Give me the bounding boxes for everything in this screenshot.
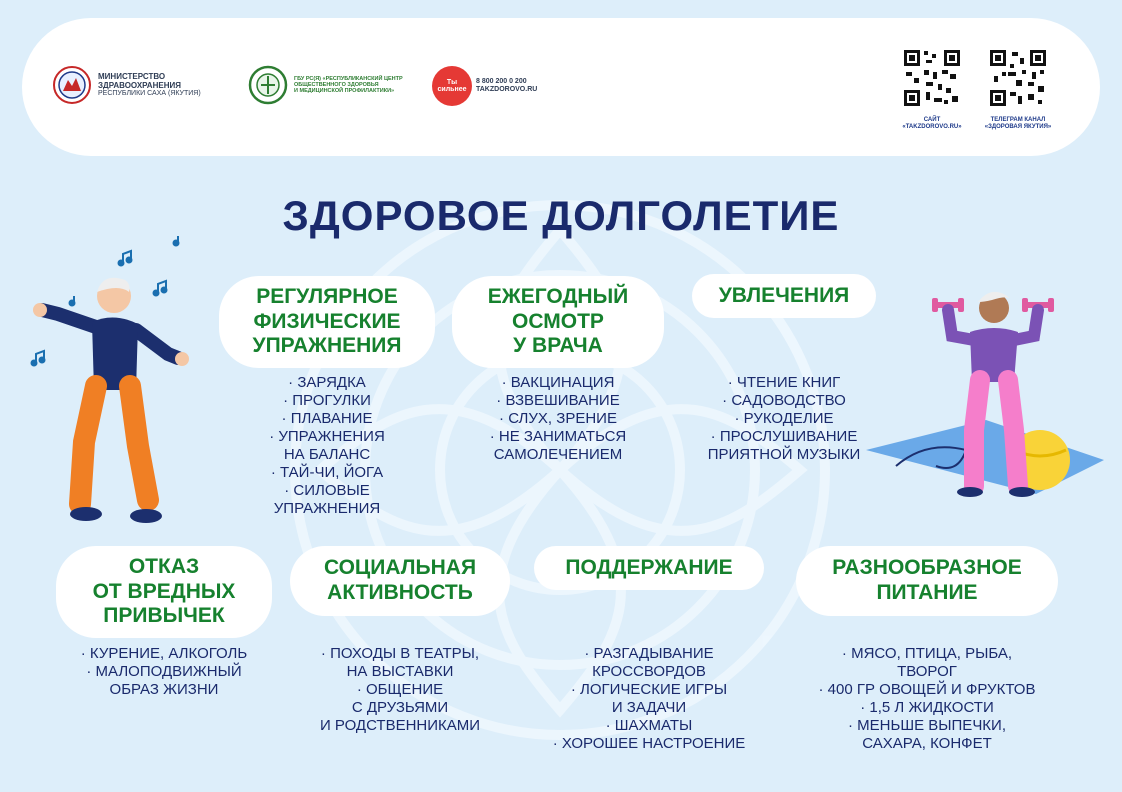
topic-checkup-title-1: ЕЖЕГОДНЫЙ: [487, 284, 629, 308]
qr-site-caption-1: САЙТ: [923, 117, 941, 123]
exercising-woman-illustration: [856, 280, 1106, 500]
takzdorovo-phone: 8 800 200 0 200: [476, 77, 527, 85]
list-item: САХАРА, КОНФЕТ: [862, 735, 992, 752]
topic-maintenance-items: [534, 645, 764, 753]
qr-telegram-block: [978, 48, 1058, 130]
list-item: И РОДСТВЕННИКАМИ: [319, 717, 481, 734]
list-item: · ПЛАВАНИЕ: [281, 410, 373, 427]
topic-bad-habits-title-1: ОТКАЗ: [128, 554, 200, 578]
topic-hobbies-title-1: УВЛЕЧЕНИЯ: [718, 283, 850, 307]
header-bar: [22, 18, 1100, 156]
topic-exercise-title-1: РЕГУЛЯРНОЕ: [256, 284, 398, 308]
ministry-logo: [52, 65, 228, 105]
topic-social-title-1: СОЦИАЛЬНАЯ: [323, 556, 477, 580]
list-item: · СЛУХ, ЗРЕНИЕ: [499, 410, 617, 427]
list-item: НА БАЛАНС: [283, 446, 371, 463]
list-item: С ДРУЗЬЯМИ: [351, 699, 449, 716]
list-item: НА ВЫСТАВКИ: [346, 663, 454, 680]
topic-maintenance: [534, 546, 764, 590]
qr-code-icon[interactable]: [902, 48, 962, 108]
list-item: · ПРОСЛУШИВАНИЕ: [710, 428, 858, 445]
topic-exercise: [219, 276, 435, 368]
list-item: · САДОВОДСТВО: [722, 392, 846, 409]
topic-social-title-2: АКТИВНОСТЬ: [327, 581, 473, 604]
topic-checkup-title-2: ОСМОТР: [512, 309, 604, 333]
list-item: · ПОХОДЫ В ТЕАТРЫ,: [320, 645, 480, 662]
takzdorovo-badge: [432, 66, 472, 106]
center-emblem-icon: [248, 65, 288, 105]
topic-social: [290, 546, 510, 616]
list-item: · СИЛОВЫЕ: [284, 482, 370, 499]
topic-nutrition-items: [796, 645, 1058, 753]
list-item: · УПРАЖНЕНИЯ: [269, 428, 385, 445]
list-item: · ЧТЕНИЕ КНИГ: [727, 374, 841, 391]
qr-site-block: [892, 48, 972, 130]
list-item: · ЗАРЯДКА: [288, 374, 366, 391]
list-item: · ХОРОШЕЕ НАСТРОЕНИЕ: [552, 735, 746, 752]
list-item: КРОССВОРДОВ: [592, 663, 706, 680]
topic-nutrition-title-2: ПИТАНИЕ: [876, 581, 978, 604]
list-item: · ПРОГУЛКИ: [283, 392, 371, 409]
list-item: · КУРЕНИЕ, АЛКОГОЛЬ: [80, 645, 248, 662]
topic-exercise-items: [227, 374, 427, 518]
list-item: · ЛОГИЧЕСКИЕ ИГРЫ: [570, 681, 728, 698]
center-logo: [248, 65, 414, 105]
qr-telegram-caption-1: ТЕЛЕГРАМ КАНАЛ: [990, 117, 1046, 123]
qr-code-icon[interactable]: [988, 48, 1048, 108]
topic-hobbies-items: [686, 374, 882, 464]
topic-exercise-title-3: УПРАЖНЕНИЯ: [252, 334, 402, 358]
list-item: · НЕ ЗАНИМАТЬСЯ: [489, 428, 627, 445]
ministry-emblem-icon: [52, 65, 92, 105]
page-title: ЗДОРОВОЕ ДОЛГОЛЕТИЕ: [282, 192, 840, 239]
topic-social-items: [296, 645, 504, 735]
topic-bad-habits-title-2: ОТ ВРЕДНЫХ: [92, 579, 236, 603]
list-item: · 400 ГР ОВОЩЕЙ И ФРУКТОВ: [818, 681, 1036, 698]
takzdorovo-badge-text: Ты сильнее: [437, 79, 467, 93]
topic-maintenance-title-1: ПОДДЕРЖАНИЕ: [565, 555, 733, 579]
list-item: · ШАХМАТЫ: [605, 717, 693, 734]
takzdorovo-site: TAKZDOROVO.RU: [476, 86, 538, 93]
list-item: · МАЛОПОДВИЖНЫЙ: [86, 663, 242, 680]
ministry-line-3: РЕСПУБЛИКИ САХА (ЯКУТИЯ): [98, 90, 201, 98]
ministry-line-2: ЗДРАВООХРАНЕНИЯ: [98, 80, 181, 90]
list-item: · ВАКЦИНАЦИЯ: [501, 374, 615, 391]
qr-telegram-caption-2: «ЗДОРОВАЯ ЯКУТИЯ»: [984, 123, 1052, 130]
topic-checkup: [452, 276, 664, 368]
ministry-line-1: МИНИСТЕРСТВО: [98, 71, 166, 81]
topic-bad-habits: [56, 546, 272, 638]
takzdorovo-logo: [432, 66, 537, 106]
list-item: И ЗАДАЧИ: [611, 699, 687, 716]
list-item: · ОБЩЕНИЕ: [356, 681, 444, 698]
topic-hobbies: [692, 274, 876, 318]
list-item: ОБРАЗ ЖИЗНИ: [109, 681, 219, 698]
list-item: · РАЗГАДЫВАНИЕ: [584, 645, 714, 662]
list-item: · 1,5 Л ЖИДКОСТИ: [860, 699, 994, 716]
list-item: · РУКОДЕЛИЕ: [734, 410, 834, 427]
list-item: САМОЛЕЧЕНИЕМ: [493, 446, 623, 463]
list-item: · МЯСО, ПТИЦА, РЫБА,: [841, 645, 1013, 662]
list-item: · ТАЙ-ЧИ, ЙОГА: [270, 464, 384, 481]
dancing-man-illustration: [18, 232, 198, 532]
list-item: ПРИЯТНОЙ МУЗЫКИ: [707, 446, 861, 463]
list-item: УПРАЖНЕНИЯ: [273, 500, 381, 517]
list-item: ТВОРОГ: [897, 663, 957, 680]
topic-checkup-items: [458, 374, 658, 464]
center-line-3: И МЕДИЦИНСКОЙ ПРОФИЛАКТИКИ»: [294, 88, 395, 95]
topic-checkup-title-3: У ВРАЧА: [513, 334, 603, 358]
list-item: · МЕНЬШЕ ВЫПЕЧКИ,: [847, 717, 1006, 734]
list-item: · ВЗВЕШИВАНИЕ: [496, 392, 620, 409]
topic-nutrition-title-1: РАЗНООБРАЗНОЕ: [832, 556, 1022, 580]
topic-bad-habits-title-3: ПРИВЫЧЕК: [103, 604, 225, 628]
topic-exercise-title-2: ФИЗИЧЕСКИЕ: [253, 309, 401, 333]
center-line-2: ОБЩЕСТВЕННОГО ЗДОРОВЬЯ: [294, 81, 379, 88]
topic-bad-habits-items: [52, 645, 276, 699]
center-line-1: ГБУ РС(Я) «РЕСПУБЛИКАНСКИЙ ЦЕНТР: [294, 75, 403, 82]
topic-nutrition: [796, 546, 1058, 616]
qr-site-caption-2: «TAKZDOROVO.RU»: [902, 123, 962, 130]
